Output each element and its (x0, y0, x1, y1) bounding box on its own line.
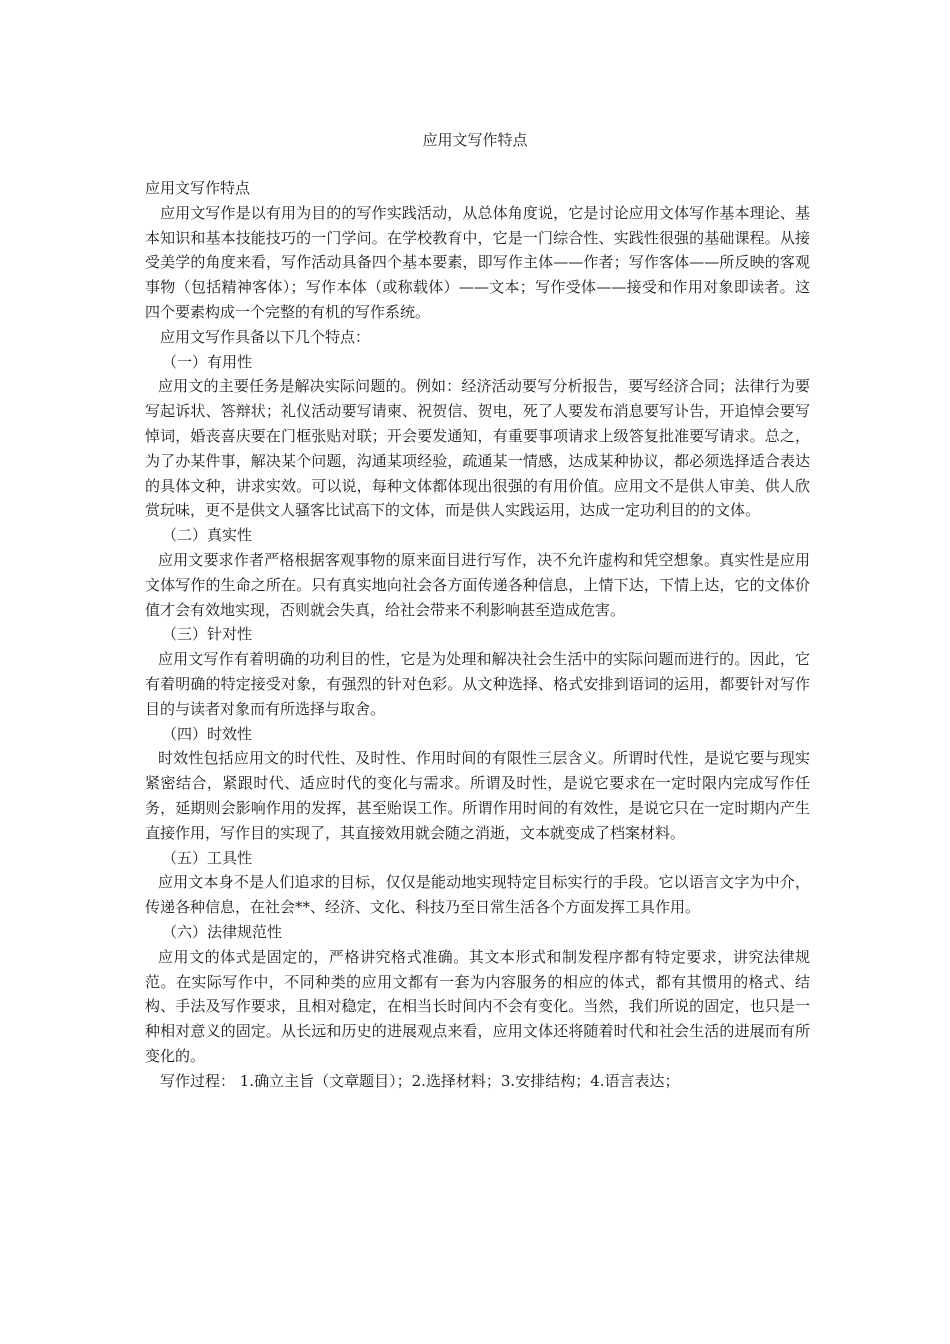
section-title-usefulness: （一）有用性 (162, 352, 253, 371)
section-body-truthfulness: 应用文要求作者严格根据客观事物的原来面目进行写作，决不允许虚构和凭空想象。真实性是应用文体写作的生命之所在。只有真实地向社会各方面传递各种信息，上情下达，下情上达，它的文体价值才会有效地实现，否则就会失真，给社会带来不利影响甚至造成危害。 (145, 550, 810, 619)
document-body (145, 176, 810, 1093)
writing-process-line: 写作过程： 1.确立主旨（文章题目）；2.选择材料；3.安排结构；4.语言表达； (160, 1071, 680, 1090)
lead-paragraph: 应用文写作具备以下几个特点： (160, 327, 371, 346)
section-title-timeliness: （四）时效性 (162, 724, 253, 743)
section-title-pertinence: （三）针对性 (162, 625, 253, 644)
section-body-instrumentality: 应用文本身不是人们追求的目标，仅仅是能动地实现特定目标实行的手段。它以语言文字为中介，传递各种信息，在社会**、经济、文化、科技乃至日常生活各个方面发挥工具作用。 (145, 873, 810, 917)
section-title-instrumentality: （五）工具性 (162, 848, 253, 867)
intro-paragraph: 应用文写作是以有用为目的的写作实践活动，从总体角度说，它是讨论应用文体写作基本理论、基本知识和基本技能技巧的一门学问。在学校教育中，它是一门综合性、实践性很强的基础课程。从接受美学的角度来看，写作活动具备四个基本要素，即写作主体——作者；写作客体——所反映的客观事物（包括精神客体）；写作本体（或称载体）——文本；写作受体——接受和作用对象即读者。这四个要素构成一个完整的有机的写作系统。 (145, 203, 810, 321)
section-body-timeliness: 时效性包括应用文的时代性、及时性、作用时间的有限性三层含义。所谓时代性，是说它要与现实紧密结合，紧跟时代、适应时代的变化与需求。所谓及时性，是说它要求在一定时限内完成写作任务，延期则会影响作用的发挥，甚至贻误工作。所谓作用时间的有效性，是说它只在一定时期内产生直接作用，写作目的实现了，其直接效用就会随之消逝，文本就变成了档案材料。 (145, 749, 810, 842)
page-title: 应用文写作特点 (422, 131, 528, 149)
section-body-pertinence: 应用文写作有着明确的功利目的性，它是为处理和解决社会生活中的实际问题而进行的。因此，它有着明确的特定接受对象，有强烈的针对色彩。从文种选择、格式安排到语词的运用，都要针对写作目的与读者对象而有所选择与取舍。 (145, 650, 810, 718)
section-title-legal-normativity: （六）法律规范性 (162, 922, 283, 941)
section-heading: 应用文写作特点 (145, 179, 251, 197)
section-title-truthfulness: （二）真实性 (162, 526, 253, 545)
section-body-usefulness: 应用文的主要任务是解决实际问题的。例如：经济活动要写分析报告，要写经济合同；法律行为要写起诉状、答辩状；礼仪活动要写请柬、祝贺信、贺电，死了人要发布消息要写讣告，开追悼会要写悼词，婚丧喜庆要在门框张贴对联；开会要发通知，有重要事项请求上级答复批准要写请求。总之，为了办某件事，解决某个问题，沟通某项经验，疏通某一情感，达成某种协议，都必须选择适合表达的具体文种，讲求实效。可以说，每种文体都体现出很强的有用价值。应用文不是供人审美、供人欣赏玩味，更不是供文人骚客比试高下的文体，而是供人实践运用，达成一定功利目的的文体。 (145, 377, 810, 520)
section-body-legal-normativity: 应用文的体式是固定的，严格讲究格式准确。其文本形式和制发程序都有特定要求，讲究法律规范。在实际写作中，不同种类的应用文都有一套为内容服务的相应的体式，都有其惯用的格式、结构、手法及写作要求，且相对稳定，在相当长时间内不会有变化。当然，我们所说的固定，也只是一种相对意义的固定。从长远和历史的进展观点来看，应用文体还将随着时代和社会生活的进展而有所变化的。 (145, 947, 810, 1065)
